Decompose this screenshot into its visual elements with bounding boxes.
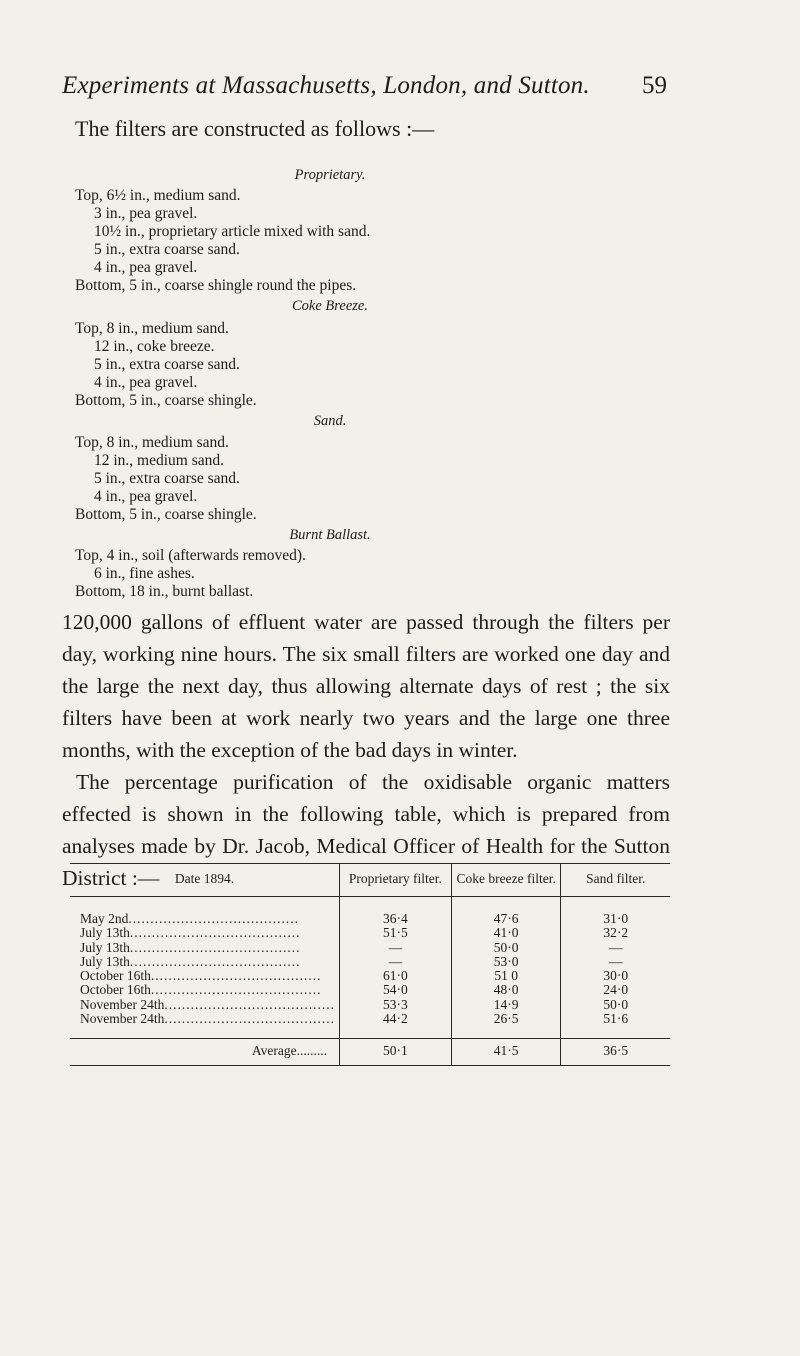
date-cell [70,941,339,955]
date-label: October 16th [80,969,151,984]
proprietary-cell: 36·4 [339,897,451,927]
average-label [70,1039,339,1065]
table-row [70,926,670,940]
average-text: Average [251,1043,297,1059]
sand-cell: 50·0 [561,998,670,1012]
date-label: November 24th [80,1012,165,1027]
leader-dots: ......... [296,1043,327,1059]
proprietary-cell: 53·3 [339,998,451,1012]
column-header: Coke breeze filter. [451,864,561,897]
spec-line: 12 in., coke breeze. [94,338,215,355]
date-label: October 16th [80,983,151,998]
date-cell [70,998,339,1012]
leader-dots: ....................................... [128,911,299,926]
coke-cell: 48·0 [451,983,561,997]
column-header: Proprietary filter. [339,864,451,897]
spec-line: Bottom, 5 in., coarse shingle. [75,506,257,523]
coke-cell: 53·0 [451,955,561,969]
date-cell [70,1012,339,1039]
page-number: 59 [642,72,667,99]
proprietary-average: 50·1 [339,1039,451,1065]
proprietary-cell: — [339,955,451,969]
coke-cell: 50·0 [451,941,561,955]
sand-cell: — [561,941,670,955]
paragraph: 120,000 gallons of effluent water are passed through the filters per day, working nine hours. The six small filters are worked one day and the large the next day, thus allowing alternate days of rest ; the six filters have been at work nearly two years and the large one three months, with the exception of the bad days in winter. [62,610,670,762]
proprietary-heading: Proprietary. [294,167,366,183]
spec-line: 5 in., extra coarse sand. [94,470,240,487]
spec-line: 12 in., medium sand. [94,452,225,469]
spec-line: 6 in., fine ashes. [94,565,195,582]
sand-cell: — [561,955,670,969]
proprietary-cell: — [339,941,451,955]
leader-dots: ....................................... [150,983,322,998]
spec-line: 5 in., extra coarse sand. [94,356,240,373]
date-cell [70,955,339,969]
date-label: July 13th [80,940,130,955]
coke-breeze-heading: Coke Breeze. [292,298,368,314]
table-row [70,941,670,955]
sand-cell: 24·0 [561,983,670,997]
coke-cell: 14·9 [451,998,561,1012]
purification-table [70,863,670,1066]
coke-cell: 26·5 [451,1012,561,1039]
body-text [62,606,670,894]
proprietary-cell: 51·5 [339,926,451,940]
spec-line: 4 in., pea gravel. [94,488,198,505]
leader-dots: ....................................... [164,1012,335,1027]
leader-dots: ....................................... [129,940,301,955]
spec-line: 5 in., extra coarse sand. [94,241,240,258]
sand-cell: 31·0 [561,897,670,927]
spec-line: Top, 4 in., soil (afterwards removed). [75,547,306,564]
proprietary-cell: 54·0 [339,983,451,997]
page-header [62,72,667,100]
coke-cell: 51 0 [451,969,561,983]
spec-line: Top, 6½ in., medium sand. [75,187,241,204]
sand-average: 36·5 [561,1039,670,1065]
table-row [70,998,670,1012]
paragraph: The percentage purification of the oxidisable organic matters effected is shown in the following table, which is prepared from analyses made by Dr. Jacob, Medical Officer of Health for the Sutton District :— [62,770,670,890]
sand-cell: 51·6 [561,1012,670,1039]
sand-heading: Sand. [313,413,347,429]
average-row [70,1039,670,1065]
date-label: May 2nd [80,911,129,926]
spec-line: 3 in., pea gravel. [94,205,198,222]
leader-dots: ....................................... [129,954,301,969]
table-row [70,955,670,969]
coke-cell: 41·0 [451,926,561,940]
date-cell [70,926,339,940]
table-row [70,983,670,997]
leader-dots: ....................................... [129,926,301,941]
column-header: Sand filter. [561,864,670,897]
proprietary-cell: 44·2 [339,1012,451,1039]
date-label: July 13th [80,926,130,941]
spec-line: Top, 8 in., medium sand. [75,320,229,337]
spec-line: Bottom, 18 in., burnt ballast. [75,583,254,600]
table-row [70,1012,670,1039]
table-row [70,969,670,983]
coke-average: 41·5 [451,1039,561,1065]
burnt-ballast-heading: Burnt Ballast. [289,527,371,543]
leader-dots: ....................................... [150,969,322,984]
date-cell [70,983,339,997]
spec-line: Bottom, 5 in., coarse shingle. [75,392,257,409]
table-row [70,897,670,927]
running-title: Experiments at Massachusetts, London, and Sutton. [62,72,590,99]
spec-line: 10½ in., proprietary article mixed with sand. [94,223,371,240]
sand-cell: 32·2 [561,926,670,940]
date-label: July 13th [80,954,130,969]
spec-line: Bottom, 5 in., coarse shingle round the pipes. [75,277,357,294]
leader-dots: ....................................... [164,997,335,1012]
spec-line: 4 in., pea gravel. [94,259,198,276]
date-cell [70,969,339,983]
date-label: November 24th [80,997,165,1012]
table-header-row [70,864,670,897]
coke-cell: 47·6 [451,897,561,927]
column-header: Date 1894. [70,864,339,897]
spec-line: Top, 8 in., medium sand. [75,434,229,451]
intro-line: The filters are constructed as follows :— [75,116,435,141]
date-cell [70,897,339,927]
proprietary-cell: 61·0 [339,969,451,983]
sand-cell: 30·0 [561,969,670,983]
spec-line: 4 in., pea gravel. [94,374,198,391]
